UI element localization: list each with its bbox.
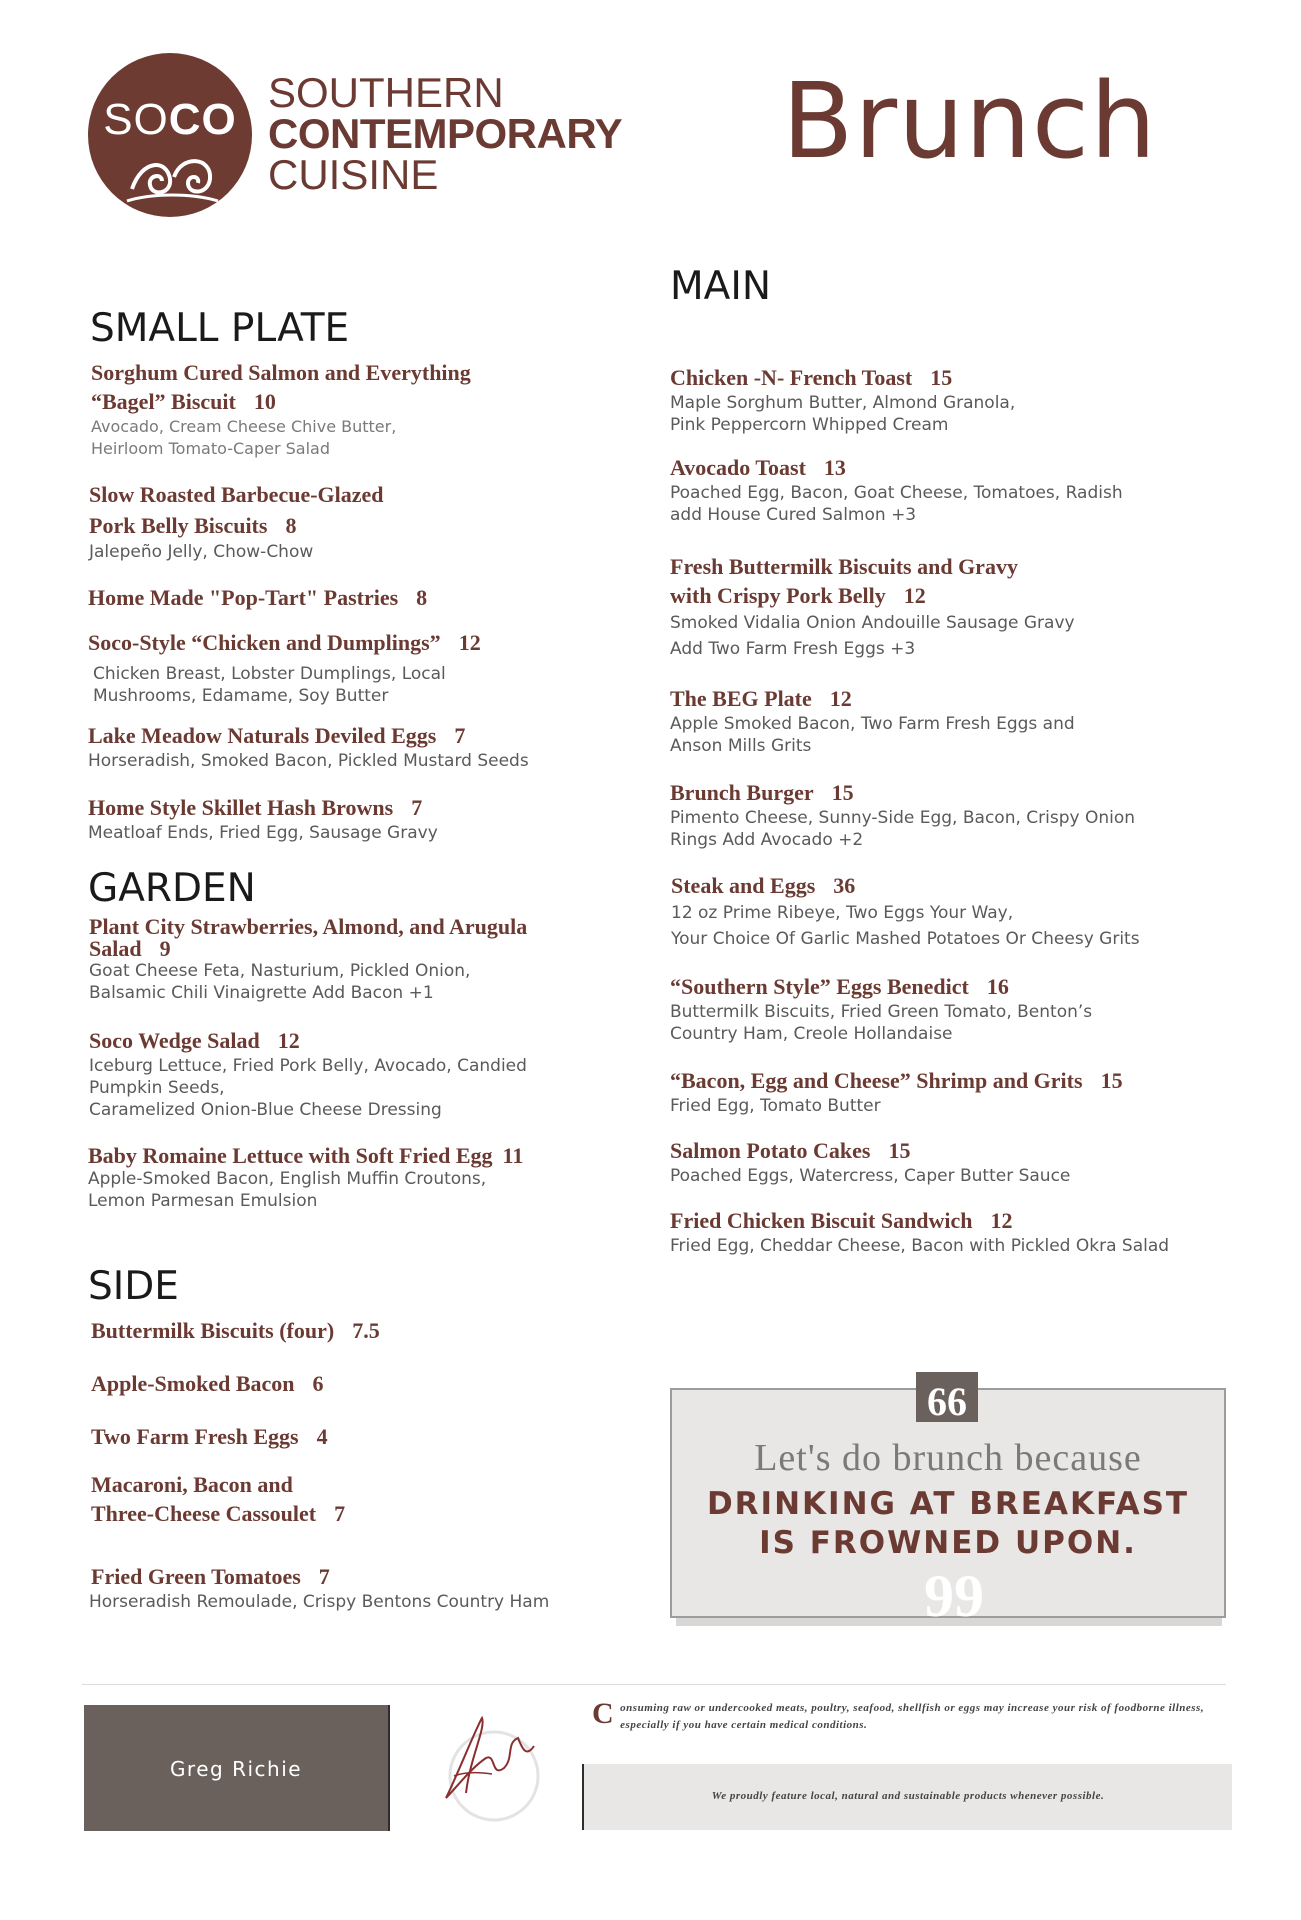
item-description: Iceburg Lettuce, Fried Pork Belly, Avocado, Candied Pumpkin Seeds, Caramelized Onion-Blue Cheese Dressing <box>89 1056 527 1120</box>
menu-item <box>670 552 1075 662</box>
item-name: Avocado Toast <box>670 455 806 480</box>
item-price: 12 <box>458 630 481 655</box>
item-description: Pimento Cheese, Sunny-Side Egg, Bacon, Crispy Onion Rings Add Avocado +2 <box>670 808 1136 850</box>
swirl-ornament-icon <box>122 149 222 205</box>
item-price: 7 <box>334 1501 346 1526</box>
item-name: Salmon Potato Cakes <box>670 1138 871 1163</box>
menu-item <box>670 1066 1123 1117</box>
item-description: Fried Egg, Cheddar Cheese, Bacon with Pickled Okra Salad <box>670 1236 1170 1256</box>
item-price: 10 <box>253 389 276 414</box>
item-name: Steak and Eggs <box>671 873 816 898</box>
menu-item <box>91 358 471 460</box>
menu-item <box>88 628 481 707</box>
menu-item <box>670 684 1075 757</box>
item-price: 15 <box>1100 1068 1123 1093</box>
menu-item <box>89 916 527 1004</box>
item-name: Baby Romaine Lettuce with Soft Fried Egg <box>88 1143 493 1168</box>
item-price: 4 <box>316 1424 328 1449</box>
menu-item <box>671 871 1140 952</box>
item-name: Buttermilk Biscuits (four) <box>91 1318 335 1343</box>
item-price: 7 <box>411 795 423 820</box>
item-description: Avocado, Cream Cheese Chive Butter, Heirloom Tomato-Caper Salad <box>91 417 397 458</box>
section-title-garden: GARDEN <box>88 866 256 911</box>
menu-item <box>89 479 384 563</box>
item-name: Fried Chicken Biscuit Sandwich <box>670 1208 973 1233</box>
item-price: 9 <box>159 936 171 961</box>
menu-item <box>91 1369 324 1398</box>
item-name: Two Farm Fresh Eggs <box>91 1424 299 1449</box>
item-description: Goat Cheese Feta, Nasturium, Pickled Onion, Balsamic Chili Vinaigrette Add Bacon +1 <box>89 961 471 1003</box>
menu-item <box>91 1470 345 1528</box>
menu-item <box>88 583 427 612</box>
item-price: 8 <box>416 585 428 610</box>
item-description: Poached Eggs, Watercress, Caper Butter Sauce <box>670 1166 1071 1186</box>
item-name: Fresh Buttermilk Biscuits and Gravy with Crispy Pork Belly <box>670 554 1018 608</box>
chef-signature-icon <box>426 1698 546 1828</box>
item-description: Smoked Vidalia Onion Andouille Sausage Gravy Add Two Farm Fresh Eggs +3 <box>670 613 1075 659</box>
item-price: 11 <box>502 1143 524 1168</box>
logo-text <box>268 69 623 198</box>
open-quote-icon: 66 <box>916 1372 978 1422</box>
menu-item <box>88 1144 523 1212</box>
logo-line-cuisine: CUISINE <box>268 151 439 198</box>
item-description: Meatloaf Ends, Fried Egg, Sausage Gravy <box>88 823 438 843</box>
logo-wordmark: SOCO <box>103 95 237 144</box>
warning-text: onsuming raw or undercooked meats, poultry, seafood, shellfish or eggs may increase your risk of foodborne illness, especially if you have certain medical conditions. <box>620 1702 1205 1731</box>
menu-item <box>89 1026 527 1121</box>
section-title-main: MAIN <box>670 264 772 309</box>
item-name: Home Made "Pop-Tart" Pastries <box>88 585 399 610</box>
item-name: Lake Meadow Naturals Deviled Eggs <box>88 723 437 748</box>
item-name: Soco Wedge Salad <box>89 1028 260 1053</box>
item-name: “Southern Style” Eggs Benedict <box>670 974 969 999</box>
footer-divider <box>82 1684 1226 1685</box>
item-name: Sorghum Cured Salmon and Everything “Bagel” Biscuit <box>91 360 471 414</box>
item-name: Soco-Style “Chicken and Dumplings” <box>88 630 441 655</box>
item-description: Jalepeño Jelly, Chow-Chow <box>89 542 314 562</box>
item-price: 8 <box>285 513 297 538</box>
item-name: Macaroni, Bacon and Three-Cheese Cassoulet <box>91 1472 317 1526</box>
item-price: 12 <box>990 1208 1013 1233</box>
item-price: 12 <box>277 1028 300 1053</box>
item-description: Fried Egg, Tomato Butter <box>670 1096 881 1116</box>
item-name: Home Style Skillet Hash Browns <box>88 795 394 820</box>
item-price: 7 <box>454 723 466 748</box>
chef-box <box>84 1705 390 1831</box>
quote-line-3: IS FROWNED UPON. <box>759 1525 1137 1561</box>
item-price: 15 <box>888 1138 911 1163</box>
item-price: 12 <box>903 583 926 608</box>
item-description: Apple Smoked Bacon, Two Farm Fresh Eggs and Anson Mills Grits <box>670 714 1075 756</box>
item-price: 36 <box>833 873 856 898</box>
logo-line-contemporary: CONTEMPORARY <box>268 110 623 157</box>
quote-line-2: DRINKING AT BREAKFAST <box>706 1486 1190 1522</box>
menu-item <box>88 721 529 772</box>
menu-item <box>670 453 1123 526</box>
menu-item <box>91 1316 380 1345</box>
item-price: 15 <box>930 365 953 390</box>
menu-item <box>670 778 1135 851</box>
close-quote-icon: 99 <box>924 1563 984 1629</box>
item-name: Apple-Smoked Bacon <box>91 1371 295 1396</box>
item-description: Horseradish Remoulade, Crispy Bentons Country Ham <box>89 1592 550 1612</box>
local-products-banner <box>582 1764 1232 1830</box>
item-name: Slow Roasted Barbecue-Glazed Pork Belly Biscuits <box>89 482 384 538</box>
menu-item <box>91 1422 328 1451</box>
item-name: “Bacon, Egg and Cheese” Shrimp and Grits <box>670 1068 1083 1093</box>
item-price: 15 <box>831 780 854 805</box>
item-name: Brunch Burger <box>670 780 814 805</box>
chef-name: Greg Richie <box>169 1757 303 1781</box>
item-description: Horseradish, Smoked Bacon, Pickled Mustard Seeds <box>88 751 529 771</box>
quote-line-1: Let's do brunch because <box>754 1437 1142 1479</box>
item-description: Poached Egg, Bacon, Goat Cheese, Tomatoes, Radish add House Cured Salmon +3 <box>670 483 1123 525</box>
menu-item <box>89 1562 549 1613</box>
section-title-side: SIDE <box>88 1264 179 1309</box>
item-name: Fried Green Tomatoes <box>91 1564 301 1589</box>
item-price: 7.5 <box>352 1318 380 1343</box>
item-price: 12 <box>829 686 852 711</box>
food-safety-warning <box>592 1697 1232 1734</box>
local-products-text: We proudly feature local, natural and sustainable products whenever possible. <box>711 1790 1105 1802</box>
item-price: 7 <box>318 1564 330 1589</box>
item-price: 13 <box>823 455 846 480</box>
item-price: 16 <box>986 974 1009 999</box>
item-name: Chicken -N- French Toast <box>670 365 913 390</box>
item-description: Buttermilk Biscuits, Fried Green Tomato, Benton’s Country Ham, Creole Hollandaise <box>670 1002 1093 1044</box>
soco-logo <box>88 53 252 217</box>
menu-item <box>670 1136 1070 1187</box>
menu-item <box>88 793 438 844</box>
menu-item <box>670 1206 1169 1257</box>
item-description: Chicken Breast, Lobster Dumplings, Local Mushrooms, Edamame, Soy Butter <box>93 664 446 706</box>
item-description: Apple-Smoked Bacon, English Muffin Croutons, Lemon Parmesan Emulsion <box>88 1169 487 1211</box>
warning-dropcap: C <box>592 1697 615 1730</box>
menu-item <box>670 363 1015 436</box>
menu-title: Brunch <box>782 60 1158 182</box>
item-description: Maple Sorghum Butter, Almond Granola, Pink Peppercorn Whipped Cream <box>670 393 1016 435</box>
item-price: 6 <box>312 1371 324 1396</box>
item-name: The BEG Plate <box>670 686 812 711</box>
item-name: Plant City Strawberries, Almond, and Arugula Salad <box>89 914 528 961</box>
item-description: 12 oz Prime Ribeye, Two Eggs Your Way, Your Choice Of Garlic Mashed Potatoes Or Cheesy Grits <box>671 903 1140 949</box>
section-title-small-plate: SMALL PLATE <box>90 306 350 351</box>
logo-line-southern: SOUTHERN <box>268 69 504 116</box>
menu-item <box>670 972 1092 1045</box>
